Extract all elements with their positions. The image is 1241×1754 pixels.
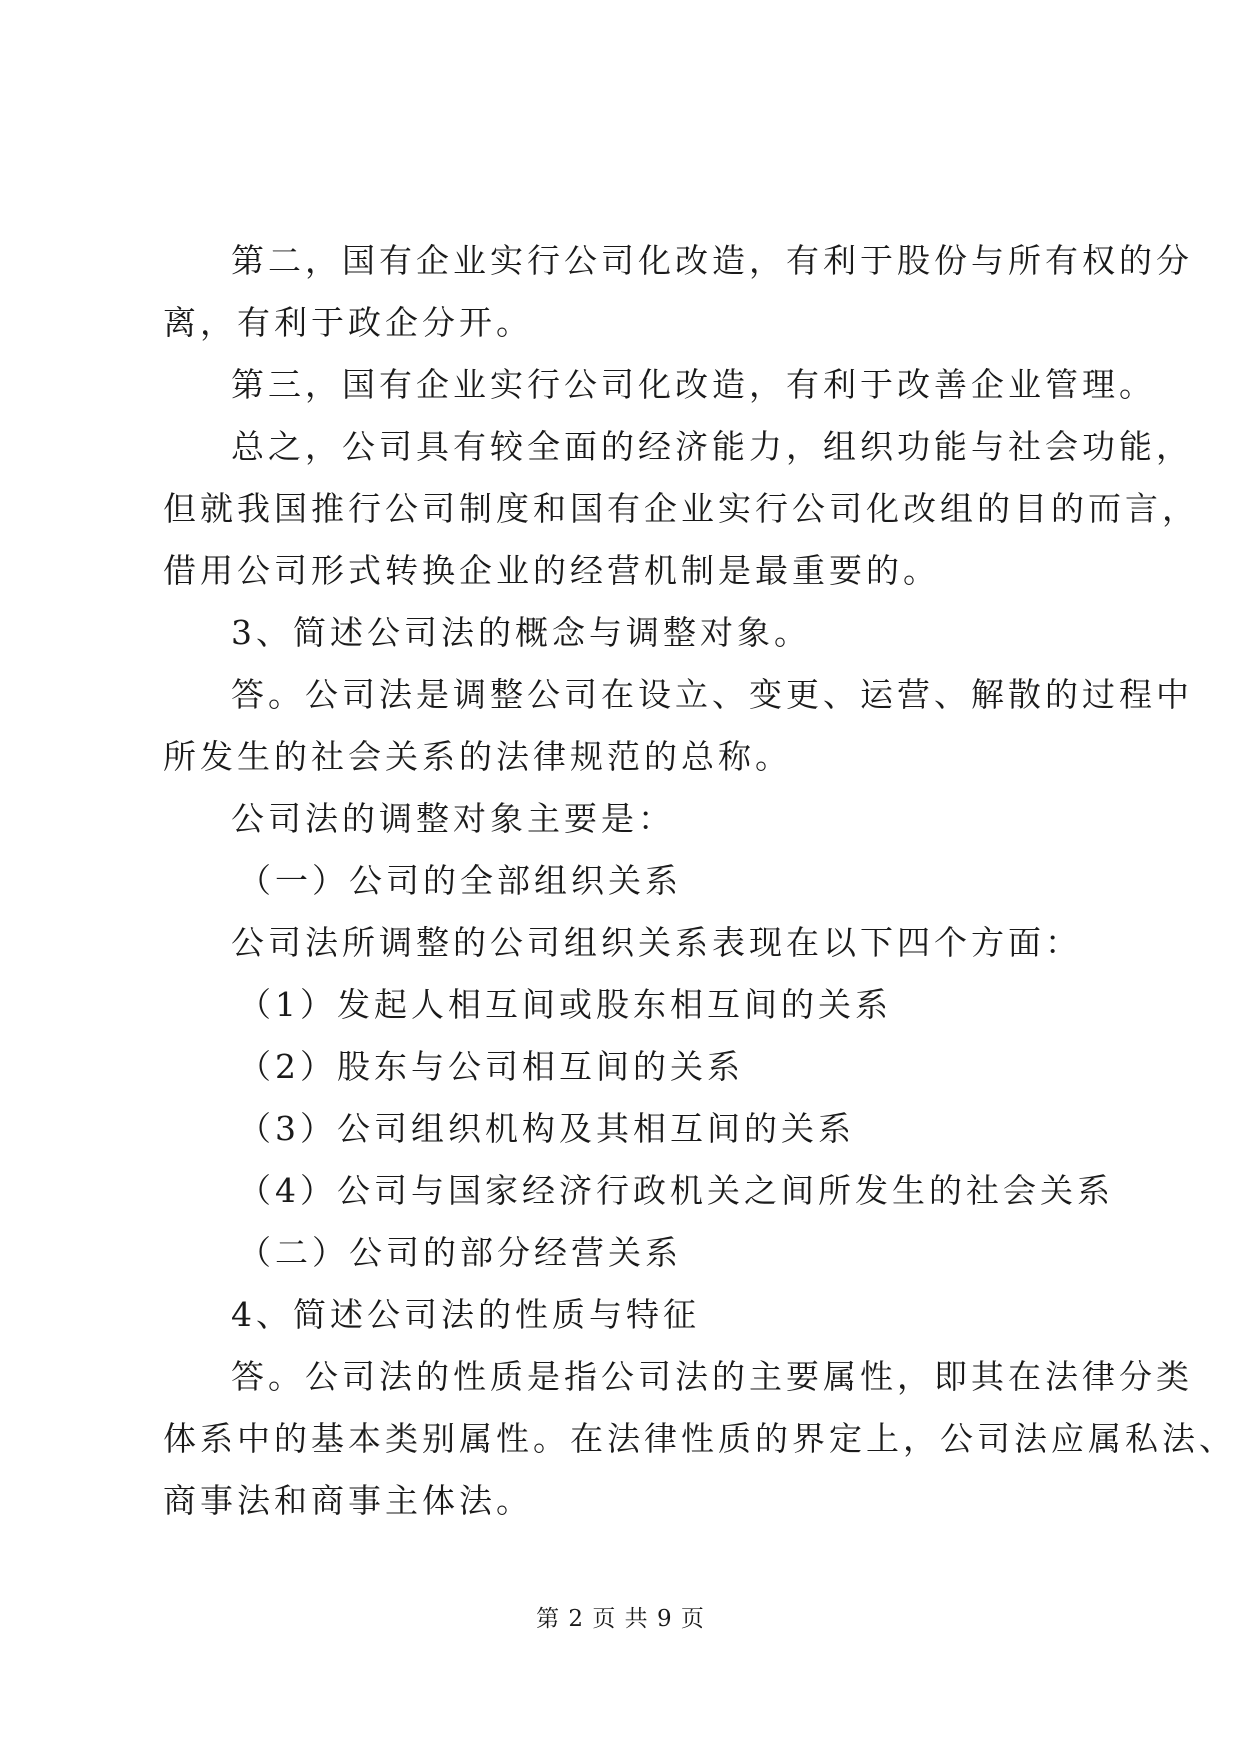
paragraph-line: 商事法和商事主体法。	[163, 1481, 533, 1520]
question-heading: 4、简述公司法的性质与特征	[231, 1295, 700, 1334]
paragraph-line: 答。公司法的性质是指公司法的主要属性，即其在法律分类	[231, 1357, 1193, 1396]
paragraph-line: 公司法所调整的公司组织关系表现在以下四个方面：	[231, 923, 1082, 962]
list-item: （二）公司的部分经营关系	[238, 1233, 682, 1272]
paragraph-line: 所发生的社会关系的法律规范的总称。	[163, 737, 792, 776]
question-heading: 3、简述公司法的概念与调整对象。	[231, 613, 811, 652]
list-item: （1）发起人相互间或股东相互间的关系	[238, 985, 892, 1024]
page-number-footer: 第 2 页 共 9 页	[536, 1606, 705, 1632]
list-item: （3）公司组织机构及其相互间的关系	[238, 1109, 855, 1148]
document-body	[163, 230, 1236, 1532]
paragraph-line: 公司法的调整对象主要是：	[231, 799, 675, 838]
list-item: （一）公司的全部组织关系	[238, 861, 682, 900]
list-item: （4）公司与国家经济行政机关之间所发生的社会关系	[238, 1171, 1114, 1210]
paragraph-line: 但就我国推行公司制度和国有企业实行公司化改组的目的而言，	[163, 489, 1199, 528]
paragraph-line: 体系中的基本类别属性。在法律性质的界定上，公司法应属私法、	[163, 1419, 1236, 1458]
paragraph-line: 借用公司形式转换企业的经营机制是最重要的。	[163, 551, 940, 590]
paragraph-line: 总之，公司具有较全面的经济能力，组织功能与社会功能，	[231, 427, 1193, 466]
paragraph-line: 离，有利于政企分开。	[163, 303, 533, 342]
paragraph-line: 第三，国有企业实行公司化改造，有利于改善企业管理。	[231, 365, 1156, 404]
paragraph-line: 第二，国有企业实行公司化改造，有利于股份与所有权的分	[231, 241, 1193, 280]
paragraph-line: 答。公司法是调整公司在设立、变更、运营、解散的过程中	[231, 675, 1193, 714]
list-item: （2）股东与公司相互间的关系	[238, 1047, 744, 1086]
